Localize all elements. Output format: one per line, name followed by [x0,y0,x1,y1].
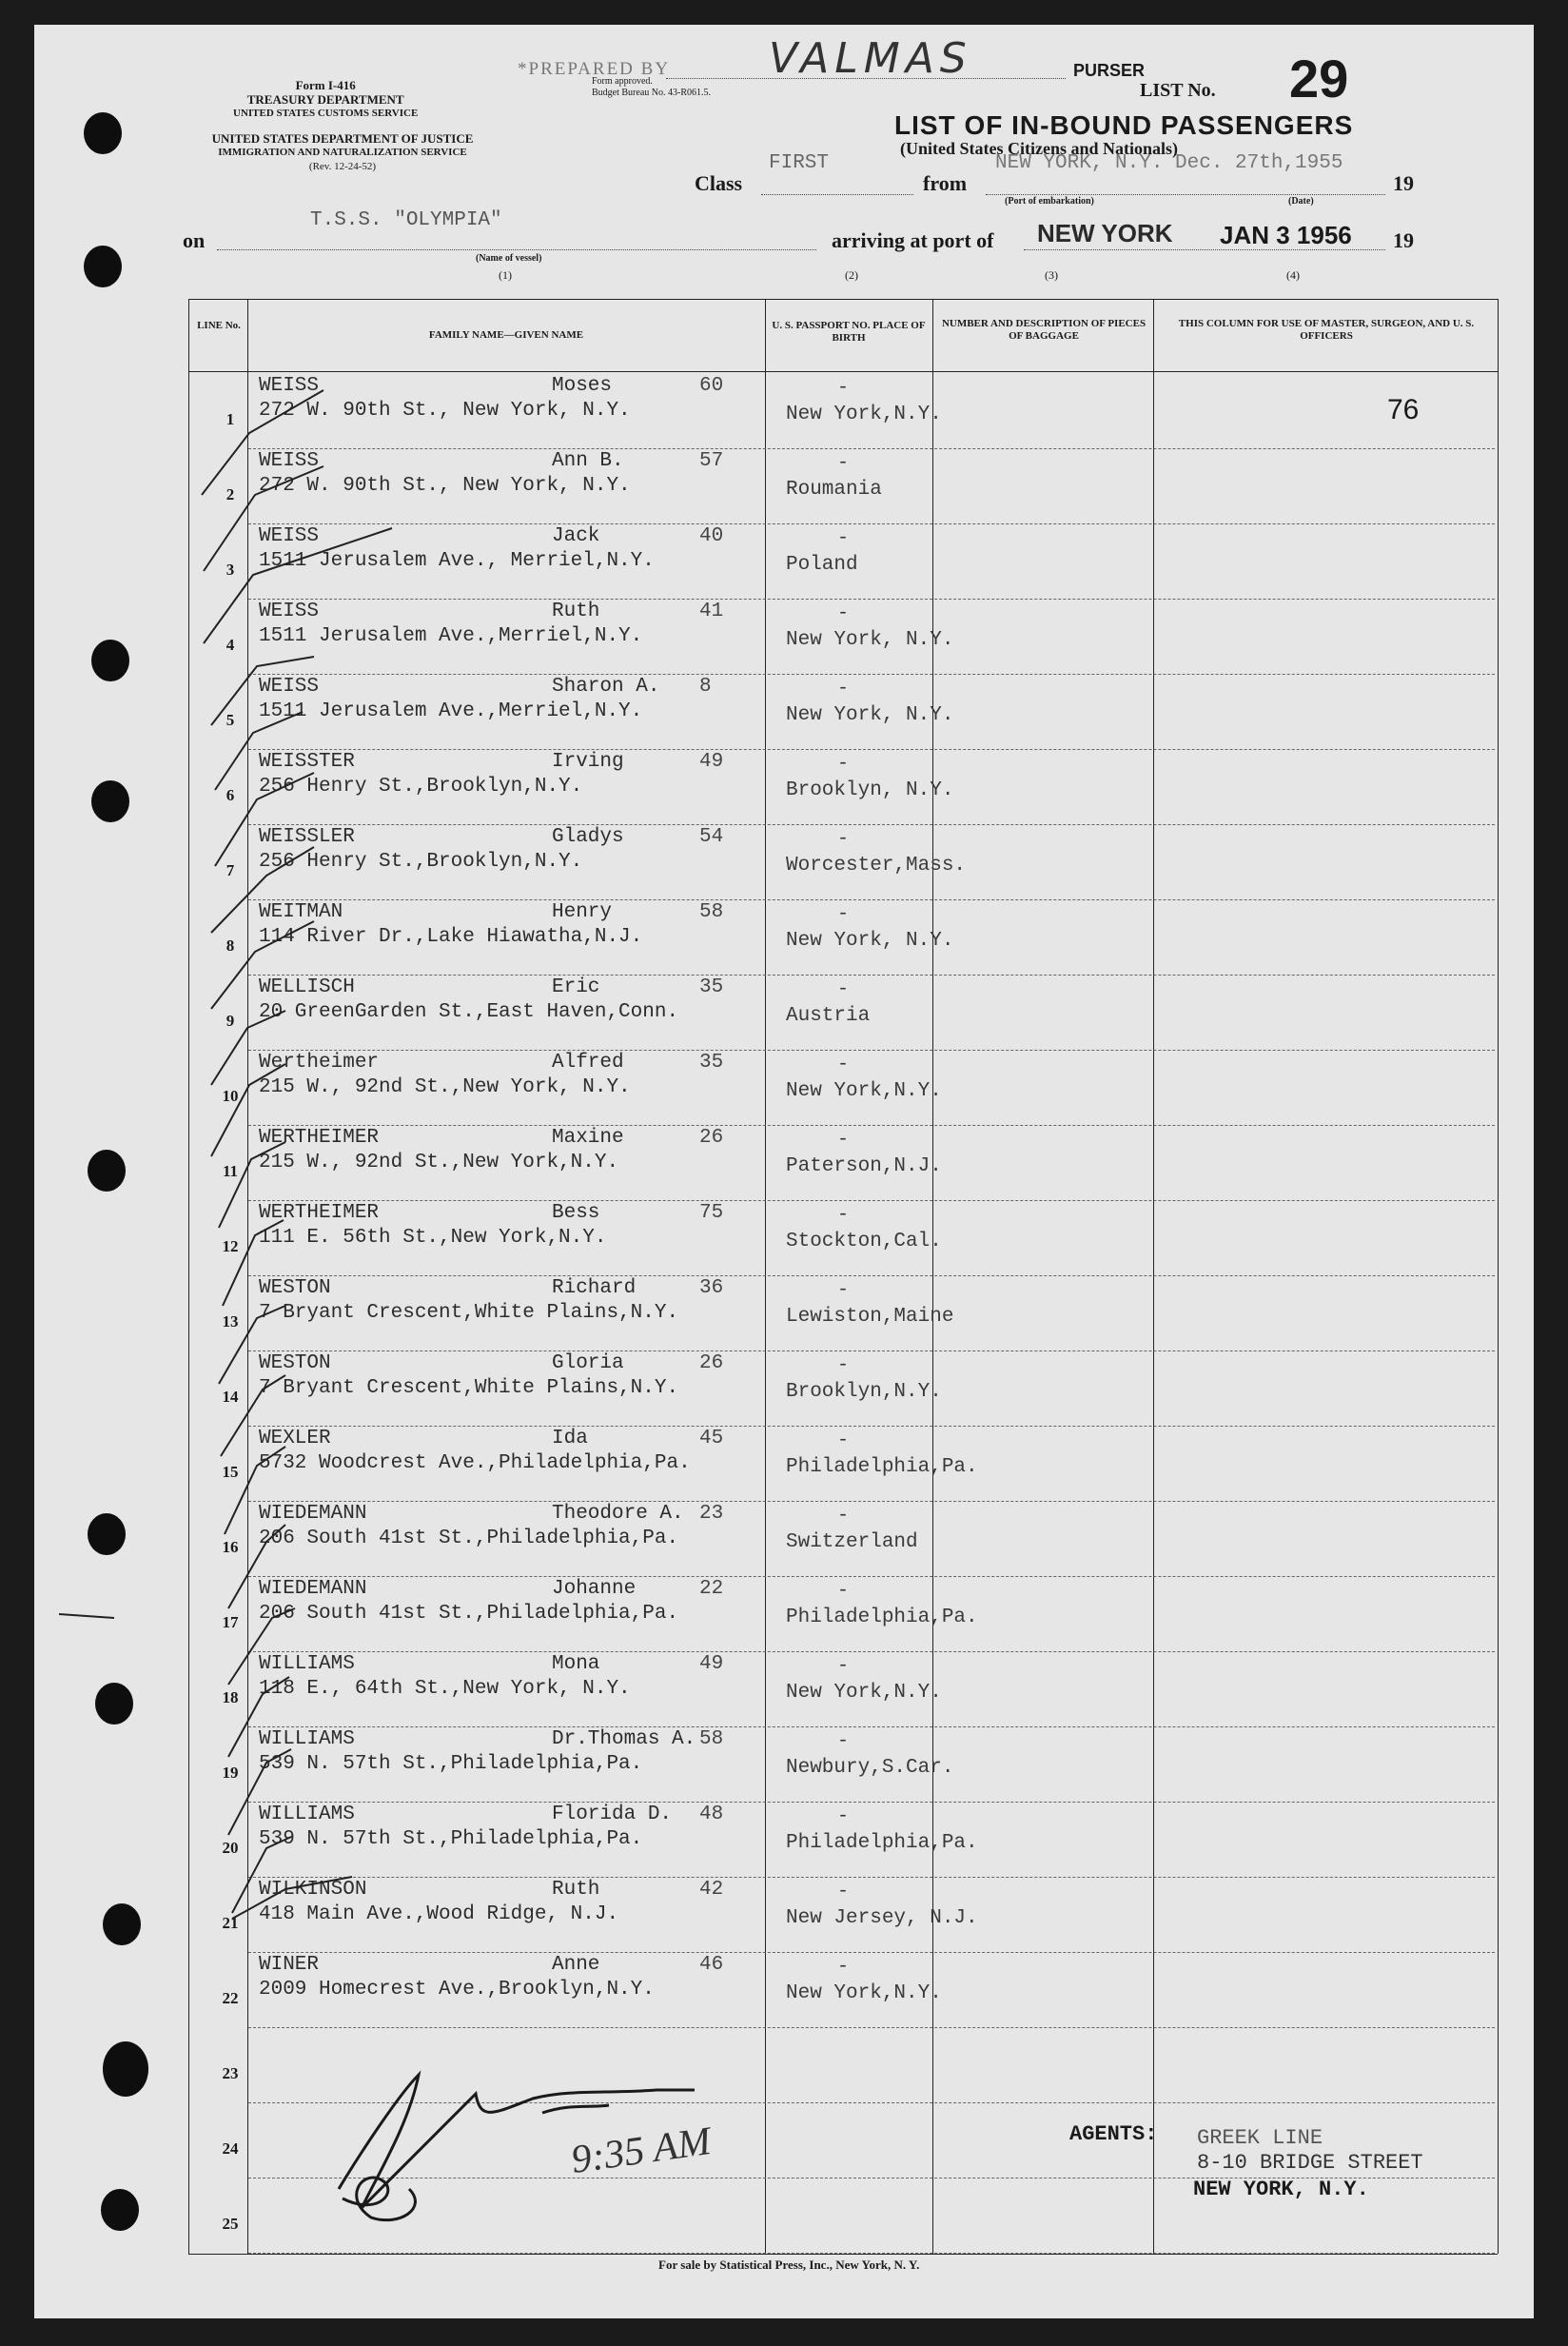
passenger-address: 272 W. 90th St., New York, N.Y. [259,475,631,497]
passenger-address: 2009 Homecrest Ave.,Brooklyn,N.Y. [259,1979,655,2001]
vessel-caption: (Name of vessel) [476,253,542,264]
passport-dash: - [837,753,850,775]
place-of-birth: New York, N.Y. [786,704,954,726]
col-num-4: (4) [1286,268,1300,282]
class-label: Class [695,171,743,195]
footer-note: For sale by Statistical Press, Inc., New York, N. Y. [658,2257,920,2272]
passenger-age: 60 [699,375,724,397]
col-header-officers: THIS COLUMN FOR USE OF MASTER, SURGEON, AND U. S. OFFICERS [1178,318,1475,342]
line-number: 8 [225,936,235,955]
family-name: WEITMAN [259,901,343,923]
family-name: WEISS [259,676,320,698]
family-name: WEISS [259,375,320,397]
from-value: NEW YORK, N.Y. Dec. 27th,1955 [995,152,1343,174]
document-subtitle: (United States Citizens and Nationals) [900,139,1179,158]
passport-dash: - [837,1279,850,1301]
given-name: Sharon A. [552,676,660,698]
list-no-label: LIST No. [1140,80,1216,101]
line-number: 10 [222,1087,239,1105]
col-num-3: (3) [1045,268,1058,282]
purser-label: PURSER [1073,61,1146,80]
given-name: Mona [552,1653,600,1675]
place-of-birth: Newbury,S.Car. [786,1757,954,1779]
line-number: 11 [222,1162,239,1180]
place-of-birth: Austria [786,1005,871,1027]
passport-dash: - [837,1655,850,1677]
place-of-birth: Switzerland [786,1531,918,1553]
passenger-age: 58 [699,901,724,923]
passport-dash: - [837,903,850,925]
line-number: 25 [222,2215,239,2233]
passenger-age: 49 [699,751,724,773]
family-name: WELLISCH [259,976,355,998]
passport-dash: - [837,1580,850,1602]
given-name: Florida D. [552,1804,673,1825]
on-label: on [183,228,206,252]
family-name: WERTHEIMER [259,1127,380,1149]
given-name: Gladys [552,826,624,848]
family-name: WIEDEMANN [259,1578,367,1600]
place-of-birth: New York,N.Y. [786,1682,942,1704]
passenger-age: 35 [699,976,724,998]
line-number: 20 [222,1839,239,1857]
passenger-address: 20 GreenGarden St.,East Haven,Conn. [259,1001,679,1023]
family-name: WESTON [259,1277,331,1299]
given-name: Moses [552,375,613,397]
col-num-2: (2) [845,268,858,282]
place-of-birth: Philadelphia,Pa. [786,1607,978,1628]
passenger-age: 48 [699,1804,724,1825]
place-of-birth: New York,N.Y. [786,1080,942,1102]
col-header-baggage: NUMBER AND DESCRIPTION OF PIECES OF BAGGAGE [941,318,1147,342]
place-of-birth: Philadelphia,Pa. [786,1832,978,1854]
line-number: 1 [225,410,235,428]
passport-dash: - [837,678,850,700]
prepared-by-value: VALMAS [769,34,972,83]
family-name: WILLIAMS [259,1728,355,1750]
arrival-date-value: JAN 3 1956 [1220,221,1352,249]
place-of-birth: Paterson,N.J. [786,1155,942,1177]
line-number: 23 [222,2064,239,2082]
passenger-address: 539 N. 57th St.,Philadelphia,Pa. [259,1828,643,1850]
line-number: 13 [222,1312,239,1331]
family-name: WEXLER [259,1428,331,1449]
family-name: WILLIAMS [259,1653,355,1675]
family-name: WEISSTER [259,751,355,773]
place-of-birth: New York,N.Y. [786,1982,942,2004]
passport-dash: - [837,1956,850,1978]
given-name: Richard [552,1277,637,1299]
form-number: Form I-416 [295,78,356,92]
line-number: 18 [222,1688,239,1706]
justice-dept: UNITED STATES DEPARTMENT OF JUSTICE [211,131,474,146]
passenger-address: 206 South 41st St.,Philadelphia,Pa. [259,1528,679,1549]
handwritten-time: 9:35 AM [568,2119,714,2183]
passenger-age: 40 [699,525,724,547]
place-of-birth: New York, N.Y. [786,930,954,952]
passenger-address: 1511 Jerusalem Ave., Merriel,N.Y. [259,550,655,572]
vessel-value: T.S.S. "OLYMPIA" [310,209,502,231]
line-number: 6 [225,786,235,804]
passport-dash: - [837,1730,850,1752]
col-header-line-no: LINE No. [197,320,241,331]
col-header-name: FAMILY NAME—GIVEN NAME [428,329,584,341]
passenger-address: 215 W., 92nd St.,New York, N.Y. [259,1076,631,1098]
family-name: WINER [259,1954,320,1976]
passport-dash: - [837,527,850,549]
given-name: Dr.Thomas A. [552,1728,696,1750]
given-name: Ruth [552,1879,600,1901]
passenger-address: 539 N. 57th St.,Philadelphia,Pa. [259,1753,643,1775]
given-name: Ida [552,1428,588,1449]
family-name: WILLIAMS [259,1804,355,1825]
place-of-birth: Lewiston,Maine [786,1306,954,1328]
given-name: Gloria [552,1352,624,1374]
ins-service: IMMIGRATION AND NATURALIZATION SERVICE [218,147,467,158]
passenger-age: 75 [699,1202,724,1224]
passenger-age: 57 [699,450,724,472]
family-name: WEISS [259,601,320,622]
line-number: 14 [222,1388,239,1406]
date-caption: (Date) [1288,196,1314,207]
from-label: from [923,171,968,195]
prepared-by-label: *PREPARED BY [518,59,671,79]
family-name: WEISSLER [259,826,355,848]
family-name: WERTHEIMER [259,1202,380,1224]
passport-dash: - [837,602,850,624]
given-name: Anne [552,1954,600,1976]
arrival-port-value: NEW YORK [1037,219,1173,247]
family-name: WESTON [259,1352,331,1374]
class-value: FIRST [769,152,830,174]
passenger-age: 23 [699,1503,724,1525]
family-name: WEISS [259,525,320,547]
line-number: 3 [225,561,235,579]
revision: (Rev. 12-24-52) [308,161,377,172]
passport-dash: - [837,1204,850,1226]
place-of-birth: New Jersey, N.J. [786,1907,978,1929]
passenger-age: 22 [699,1578,724,1600]
list-no-value: 29 [1289,49,1349,108]
count-note: 76 [1387,394,1420,425]
given-name: Ruth [552,601,600,622]
form-approved: Form approved. [592,76,653,87]
customs-service: UNITED STATES CUSTOMS SERVICE [233,108,419,119]
passenger-age: 41 [699,601,724,622]
line-number: 7 [225,861,235,879]
arriving-label: arriving at port of [832,228,994,252]
place-of-birth: Stockton,Cal. [786,1231,942,1252]
line-number: 5 [225,711,235,729]
agents-line-3: NEW YORK, N.Y. [1193,2178,1369,2201]
line-number: 24 [222,2139,239,2158]
family-name: Wertheimer [259,1052,380,1074]
passport-dash: - [837,377,850,399]
year-suffix: 19 [1393,171,1414,195]
given-name: Ann B. [552,450,624,472]
year-suffix-2: 19 [1393,228,1414,252]
place-of-birth: Brooklyn, N.Y. [786,779,954,801]
given-name: Johanne [552,1578,637,1600]
given-name: Theodore A. [552,1503,684,1525]
given-name: Bess [552,1202,600,1224]
line-number: 19 [222,1764,239,1782]
passport-dash: - [837,828,850,850]
passport-dash: - [837,1054,850,1075]
line-number: 16 [222,1538,239,1556]
agents-label: AGENTS: [1069,2122,1158,2146]
treasury-dept: TREASURY DEPARTMENT [246,92,404,107]
passport-dash: - [837,1129,850,1151]
line-number: 2 [225,485,235,503]
family-name: WEISS [259,450,320,472]
given-name: Maxine [552,1127,624,1149]
passenger-address: 206 South 41st St.,Philadelphia,Pa. [259,1603,679,1625]
line-number: 17 [222,1613,239,1631]
passenger-address: 215 W., 92nd St.,New York,N.Y. [259,1152,619,1173]
passenger-address: 256 Henry St.,Brooklyn,N.Y. [259,851,583,873]
passenger-address: 272 W. 90th St., New York, N.Y. [259,400,631,422]
place-of-birth: Poland [786,554,858,576]
line-number: 12 [222,1237,239,1255]
passport-dash: - [837,1805,850,1827]
passenger-age: 35 [699,1052,724,1074]
passport-dash: - [837,1505,850,1527]
passenger-age: 58 [699,1728,724,1750]
col-num-1: (1) [499,268,512,282]
passenger-address: 118 E., 64th St.,New York, N.Y. [259,1678,631,1700]
given-name: Eric [552,976,600,998]
line-number: 9 [225,1012,235,1030]
check-marks [59,390,392,1919]
col-header-passport: U. S. PASSPORT NO. PLACE OF BIRTH [772,320,926,344]
passenger-age: 46 [699,1954,724,1976]
given-name: Henry [552,901,613,923]
place-of-birth: Brooklyn,N.Y. [786,1381,942,1403]
passenger-address: 114 River Dr.,Lake Hiawatha,N.J. [259,926,643,948]
line-number: 22 [222,1989,239,2007]
line-number: 4 [225,636,235,654]
passenger-age: 26 [699,1352,724,1374]
passenger-address: 1511 Jerusalem Ave.,Merriel,N.Y. [259,700,643,722]
budget-bureau: Budget Bureau No. 43-R061.5. [592,88,711,98]
passport-dash: - [837,978,850,1000]
place-of-birth: Roumania [786,479,882,501]
document-title: LIST OF IN-BOUND PASSENGERS [894,110,1354,140]
family-name: WIEDEMANN [259,1503,367,1525]
given-name: Alfred [552,1052,624,1074]
given-name: Irving [552,751,624,773]
passenger-address: 7 Bryant Crescent,White Plains,N.Y. [259,1377,679,1399]
passport-dash: - [837,1354,850,1376]
passenger-address: 5732 Woodcrest Ave.,Philadelphia,Pa. [259,1452,691,1474]
passenger-age: 26 [699,1127,724,1149]
agents-line-1: GREEK LINE [1197,2126,1323,2150]
port-caption: (Port of embarkation) [1005,196,1094,207]
passenger-address: 418 Main Ave.,Wood Ridge, N.J. [259,1903,619,1925]
given-name: Jack [552,525,600,547]
place-of-birth: Philadelphia,Pa. [786,1456,978,1478]
passenger-address: 256 Henry St.,Brooklyn,N.Y. [259,776,583,798]
passenger-age: 8 [699,676,712,698]
passenger-address: 7 Bryant Crescent,White Plains,N.Y. [259,1302,679,1324]
line-number: 15 [222,1463,239,1481]
place-of-birth: New York, N.Y. [786,629,954,651]
passenger-address: 1511 Jerusalem Ave.,Merriel,N.Y. [259,625,643,647]
passenger-age: 42 [699,1879,724,1901]
passenger-age: 49 [699,1653,724,1675]
passenger-address: 111 E. 56th St.,New York,N.Y. [259,1227,607,1249]
passenger-age: 36 [699,1277,724,1299]
line-number: 21 [222,1914,239,1932]
passport-dash: - [837,1429,850,1451]
agents-line-2: 8-10 BRIDGE STREET [1197,2151,1423,2175]
passport-dash: - [837,1881,850,1902]
passport-dash: - [837,452,850,474]
place-of-birth: Worcester,Mass. [786,855,967,877]
passenger-age: 54 [699,826,724,848]
passenger-age: 45 [699,1428,724,1449]
family-name: WILKINSON [259,1879,367,1901]
place-of-birth: New York,N.Y. [786,404,942,425]
